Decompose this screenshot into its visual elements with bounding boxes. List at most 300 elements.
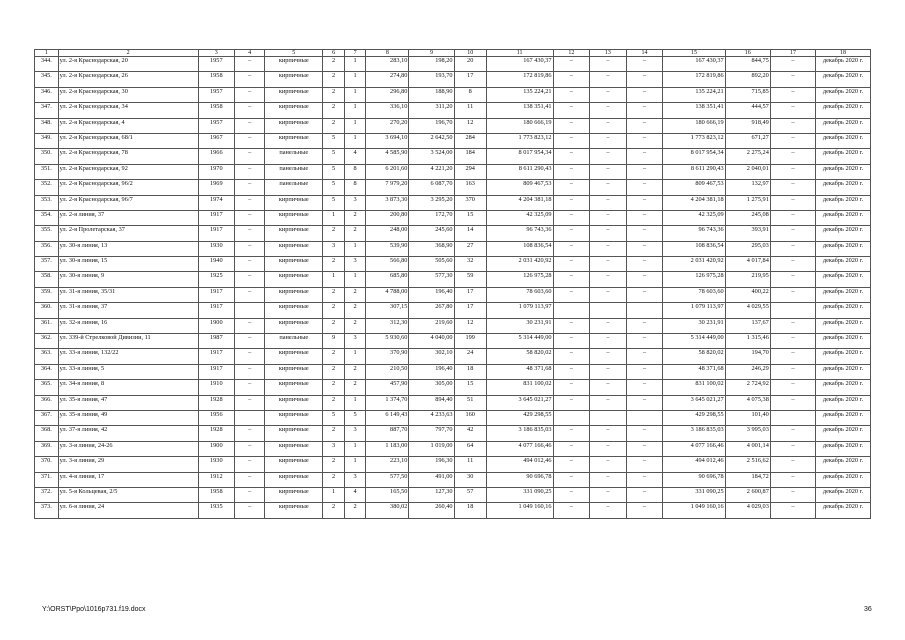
- cell-wall-material: кирпичные: [265, 195, 323, 210]
- cell-year-built: 1925: [198, 272, 235, 287]
- cell-living-area: 260,40: [409, 503, 454, 518]
- cell-col-14: –: [626, 287, 663, 302]
- cell-year-built: 1930: [198, 241, 235, 256]
- cell-cost-per-sqm: 184,72: [725, 472, 770, 487]
- cell-floors: 5: [323, 410, 345, 425]
- cell-year-built: 1956: [198, 410, 235, 425]
- cell-total-cost: 4 204 381,18: [486, 195, 553, 210]
- cell-col-12: –: [553, 226, 590, 241]
- cell-total-cost: 331 090,25: [486, 487, 553, 502]
- cell-residents: 15: [454, 380, 486, 395]
- cell-col-13: –: [590, 241, 627, 256]
- cell-col-14: –: [626, 149, 663, 164]
- cell-cost-per-sqm: 444,57: [725, 103, 770, 118]
- column-number-2: 2: [58, 50, 198, 57]
- cell-residents: 163: [454, 180, 486, 195]
- cell-col-14: –: [626, 103, 663, 118]
- cell-total-area: 200,80: [366, 210, 409, 225]
- cell-col-14: –: [626, 57, 663, 72]
- cell-address: ул. 2-я Краснодарская, 92: [58, 164, 198, 179]
- cell-row-number: 360.: [35, 303, 59, 318]
- cell-col-14: –: [626, 226, 663, 241]
- cell-col-17: –: [770, 180, 815, 195]
- cell-row-number: 366.: [35, 395, 59, 410]
- cell-cost-total: 126 975,28: [663, 272, 725, 287]
- cell-living-area: 2 642,50: [409, 133, 454, 148]
- cell-living-area: 797,70: [409, 426, 454, 441]
- cell-col-4: –: [235, 57, 265, 72]
- cell-year-built: 1970: [198, 164, 235, 179]
- cell-col-12: –: [553, 380, 590, 395]
- cell-address: ул. 37-я линия, 42: [58, 426, 198, 441]
- cell-wall-material: кирпичные: [265, 457, 323, 472]
- cell-completion-date: декабрь 2020 г.: [816, 334, 871, 349]
- cell-col-4: –: [235, 195, 265, 210]
- cell-floors: 2: [323, 103, 345, 118]
- cell-entrances: 1: [344, 72, 366, 87]
- cell-residents: 160: [454, 410, 486, 425]
- cell-cost-per-sqm: 4 075,38: [725, 395, 770, 410]
- cell-col-12: –: [553, 72, 590, 87]
- cell-col-4: –: [235, 364, 265, 379]
- cell-col-13: –: [590, 87, 627, 102]
- cell-completion-date: декабрь 2020 г.: [816, 287, 871, 302]
- cell-living-area: 196,70: [409, 118, 454, 133]
- cell-cost-total: 90 696,78: [663, 472, 725, 487]
- cell-floors: 2: [323, 72, 345, 87]
- page-number: 36: [864, 606, 872, 613]
- cell-entrances: 1: [344, 87, 366, 102]
- cell-col-14: –: [626, 87, 663, 102]
- cell-cost-total: 8 611 290,43: [663, 164, 725, 179]
- cell-wall-material: панельные: [265, 164, 323, 179]
- cell-col-17: –: [770, 241, 815, 256]
- cell-cost-total: 58 820,02: [663, 349, 725, 364]
- cell-cost-per-sqm: 219,95: [725, 272, 770, 287]
- cell-cost-total: 96 743,36: [663, 226, 725, 241]
- cell-row-number: 356.: [35, 241, 59, 256]
- cell-cost-per-sqm: 844,75: [725, 57, 770, 72]
- cell-year-built: 1967: [198, 133, 235, 148]
- cell-residents: 12: [454, 318, 486, 333]
- cell-completion-date: декабрь 2020 г.: [816, 395, 871, 410]
- cell-col-17: –: [770, 164, 815, 179]
- cell-wall-material: кирпичные: [265, 441, 323, 456]
- table-row: [35, 272, 871, 287]
- column-number-9: 9: [409, 50, 454, 57]
- cell-col-13: –: [590, 72, 627, 87]
- cell-residents: 24: [454, 349, 486, 364]
- cell-row-number: 357.: [35, 257, 59, 272]
- cell-entrances: 1: [344, 118, 366, 133]
- cell-floors: 5: [323, 133, 345, 148]
- cell-col-4: –: [235, 87, 265, 102]
- cell-cost-total: 809 467,53: [663, 180, 725, 195]
- cell-floors: 5: [323, 195, 345, 210]
- cell-col-13: –: [590, 195, 627, 210]
- cell-col-4: [235, 410, 265, 425]
- table-row: [35, 487, 871, 502]
- cell-col-14: –: [626, 441, 663, 456]
- cell-col-17: –: [770, 133, 815, 148]
- cell-wall-material: кирпичные: [265, 241, 323, 256]
- column-number-10: 10: [454, 50, 486, 57]
- cell-row-number: 370.: [35, 457, 59, 472]
- cell-wall-material: кирпичные: [265, 487, 323, 502]
- cell-row-number: 354.: [35, 210, 59, 225]
- cell-living-area: 172,70: [409, 210, 454, 225]
- cell-address: ул. 2-я Пролетарская, 37: [58, 226, 198, 241]
- cell-completion-date: декабрь 2020 г.: [816, 487, 871, 502]
- cell-col-17: –: [770, 349, 815, 364]
- cell-col-14: –: [626, 472, 663, 487]
- cell-entrances: 2: [344, 318, 366, 333]
- table-row: [35, 395, 871, 410]
- cell-col-4: –: [235, 349, 265, 364]
- table-row: [35, 57, 871, 72]
- cell-row-number: 349.: [35, 133, 59, 148]
- cell-row-number: 352.: [35, 180, 59, 195]
- cell-entrances: 4: [344, 149, 366, 164]
- cell-living-area: 311,20: [409, 103, 454, 118]
- cell-floors: 2: [323, 380, 345, 395]
- cell-col-14: –: [626, 210, 663, 225]
- cell-year-built: 1910: [198, 380, 235, 395]
- cell-col-14: [626, 303, 663, 318]
- cell-cost-per-sqm: 1 315,46: [725, 334, 770, 349]
- cell-col-13: –: [590, 133, 627, 148]
- cell-row-number: 347.: [35, 103, 59, 118]
- cell-col-17: –: [770, 472, 815, 487]
- cell-address: ул. 31-я линия, 37: [58, 303, 198, 318]
- cell-year-built: 1935: [198, 503, 235, 518]
- cell-col-12: –: [553, 395, 590, 410]
- cell-residents: 17: [454, 72, 486, 87]
- cell-living-area: 196,30: [409, 457, 454, 472]
- cell-col-13: –: [590, 257, 627, 272]
- cell-cost-total: 30 231,91: [663, 318, 725, 333]
- cell-completion-date: декабрь 2020 г.: [816, 318, 871, 333]
- table-row: [35, 380, 871, 395]
- cell-residents: 20: [454, 57, 486, 72]
- cell-residents: 27: [454, 241, 486, 256]
- cell-col-13: [590, 410, 627, 425]
- cell-col-13: –: [590, 380, 627, 395]
- cell-completion-date: декабрь 2020 г.: [816, 410, 871, 425]
- cell-address: ул. 35-я линия, 49: [58, 410, 198, 425]
- cell-total-cost: 1 049 160,16: [486, 503, 553, 518]
- cell-entrances: 4: [344, 487, 366, 502]
- cell-entrances: 2: [344, 364, 366, 379]
- cell-year-built: 1940: [198, 257, 235, 272]
- cell-entrances: 3: [344, 334, 366, 349]
- table-row: [35, 180, 871, 195]
- cell-col-4: –: [235, 472, 265, 487]
- cell-wall-material: кирпичные: [265, 426, 323, 441]
- cell-col-14: –: [626, 457, 663, 472]
- cell-col-12: –: [553, 426, 590, 441]
- cell-col-13: –: [590, 287, 627, 302]
- cell-living-area: 3 524,00: [409, 149, 454, 164]
- cell-residents: 32: [454, 257, 486, 272]
- cell-total-cost: 3 186 835,03: [486, 426, 553, 441]
- cell-cost-total: 42 325,09: [663, 210, 725, 225]
- cell-completion-date: декабрь 2020 г.: [816, 441, 871, 456]
- cell-wall-material: кирпичные: [265, 133, 323, 148]
- cell-cost-total: 3 645 021,27: [663, 395, 725, 410]
- cell-cost-total: 831 100,02: [663, 380, 725, 395]
- cell-living-area: 577,30: [409, 272, 454, 287]
- cell-cost-per-sqm: 132,97: [725, 180, 770, 195]
- cell-col-17: –: [770, 87, 815, 102]
- cell-col-12: –: [553, 87, 590, 102]
- cell-col-4: –: [235, 334, 265, 349]
- table-row: [35, 149, 871, 164]
- cell-col-4: –: [235, 395, 265, 410]
- cell-total-cost: 126 975,28: [486, 272, 553, 287]
- cell-col-12: –: [553, 257, 590, 272]
- cell-floors: 2: [323, 257, 345, 272]
- cell-year-built: 1930: [198, 457, 235, 472]
- cell-residents: 12: [454, 118, 486, 133]
- cell-year-built: 1957: [198, 118, 235, 133]
- cell-entrances: 2: [344, 287, 366, 302]
- table-row: [35, 118, 871, 133]
- cell-col-17: –: [770, 487, 815, 502]
- cell-year-built: 1900: [198, 318, 235, 333]
- cell-total-area: 5 930,60: [366, 334, 409, 349]
- cell-col-14: –: [626, 349, 663, 364]
- cell-total-area: 210,50: [366, 364, 409, 379]
- cell-wall-material: кирпичные: [265, 472, 323, 487]
- cell-col-4: [235, 303, 265, 318]
- cell-col-12: –: [553, 133, 590, 148]
- column-number-13: 13: [590, 50, 627, 57]
- cell-entrances: 1: [344, 103, 366, 118]
- cell-cost-per-sqm: 137,67: [725, 318, 770, 333]
- cell-cost-per-sqm: 245,08: [725, 210, 770, 225]
- cell-col-14: –: [626, 272, 663, 287]
- cell-col-12: –: [553, 487, 590, 502]
- cell-total-area: 270,20: [366, 118, 409, 133]
- cell-wall-material: кирпичные: [265, 210, 323, 225]
- cell-completion-date: декабрь 2020 г.: [816, 149, 871, 164]
- table-row: [35, 364, 871, 379]
- cell-total-area: 1 374,70: [366, 395, 409, 410]
- cell-row-number: 369.: [35, 441, 59, 456]
- column-number-6: 6: [323, 50, 345, 57]
- cell-cost-total: 2 031 420,92: [663, 257, 725, 272]
- cell-entrances: 3: [344, 257, 366, 272]
- cell-floors: 3: [323, 441, 345, 456]
- cell-col-13: –: [590, 180, 627, 195]
- cell-col-17: –: [770, 503, 815, 518]
- cell-col-4: –: [235, 164, 265, 179]
- cell-cost-per-sqm: 3 995,03: [725, 426, 770, 441]
- cell-residents: 17: [454, 287, 486, 302]
- cell-cost-per-sqm: 671,27: [725, 133, 770, 148]
- table-row: [35, 457, 871, 472]
- cell-total-area: 685,80: [366, 272, 409, 287]
- cell-total-area: 4 585,90: [366, 149, 409, 164]
- cell-completion-date: декабрь 2020 г.: [816, 349, 871, 364]
- cell-entrances: 2: [344, 503, 366, 518]
- cell-year-built: 1928: [198, 395, 235, 410]
- cell-row-number: 359.: [35, 287, 59, 302]
- cell-completion-date: декабрь 2020 г.: [816, 226, 871, 241]
- cell-col-17: –: [770, 118, 815, 133]
- cell-col-13: –: [590, 334, 627, 349]
- cell-residents: 30: [454, 472, 486, 487]
- cell-cost-per-sqm: 4 001,14: [725, 441, 770, 456]
- cell-entrances: 2: [344, 380, 366, 395]
- cell-row-number: 364.: [35, 364, 59, 379]
- cell-total-cost: 809 467,53: [486, 180, 553, 195]
- column-number-17: 17: [770, 50, 815, 57]
- cell-residents: 57: [454, 487, 486, 502]
- cell-floors: 2: [323, 118, 345, 133]
- table-row: [35, 241, 871, 256]
- cell-col-4: –: [235, 487, 265, 502]
- cell-total-area: 457,90: [366, 380, 409, 395]
- cell-col-12: –: [553, 472, 590, 487]
- cell-entrances: 2: [344, 226, 366, 241]
- cell-col-4: –: [235, 241, 265, 256]
- cell-row-number: 348.: [35, 118, 59, 133]
- cell-year-built: 1917: [198, 349, 235, 364]
- cell-col-14: –: [626, 133, 663, 148]
- cell-completion-date: декабрь 2020 г.: [816, 272, 871, 287]
- cell-completion-date: декабрь 2020 г.: [816, 72, 871, 87]
- cell-residents: 370: [454, 195, 486, 210]
- cell-living-area: 196,40: [409, 287, 454, 302]
- cell-row-number: 372.: [35, 487, 59, 502]
- cell-cost-per-sqm: 892,20: [725, 72, 770, 87]
- cell-cost-total: 4 077 166,46: [663, 441, 725, 456]
- cell-col-14: –: [626, 72, 663, 87]
- cell-col-4: –: [235, 180, 265, 195]
- cell-floors: 2: [323, 349, 345, 364]
- cell-row-number: 353.: [35, 195, 59, 210]
- cell-total-cost: 5 314 449,00: [486, 334, 553, 349]
- cell-col-17: –: [770, 364, 815, 379]
- cell-col-4: –: [235, 257, 265, 272]
- cell-col-13: –: [590, 210, 627, 225]
- cell-row-number: 350.: [35, 149, 59, 164]
- cell-total-cost: 90 696,78: [486, 472, 553, 487]
- cell-wall-material: кирпичные: [265, 118, 323, 133]
- cell-completion-date: декабрь 2020 г.: [816, 426, 871, 441]
- cell-floors: 5: [323, 180, 345, 195]
- cell-col-17: –: [770, 334, 815, 349]
- cell-completion-date: декабрь 2020 г.: [816, 195, 871, 210]
- cell-residents: 42: [454, 426, 486, 441]
- table-row: [35, 164, 871, 179]
- table-row: [35, 72, 871, 87]
- cell-cost-total: 1 079 113,97: [663, 303, 725, 318]
- cell-row-number: 344.: [35, 57, 59, 72]
- cell-col-12: –: [553, 149, 590, 164]
- cell-col-14: –: [626, 241, 663, 256]
- table-row: [35, 133, 871, 148]
- column-number-row: [35, 50, 871, 57]
- cell-floors: 9: [323, 334, 345, 349]
- cell-address: ул. 33-я линия, 5: [58, 364, 198, 379]
- table-row: [35, 318, 871, 333]
- cell-row-number: 346.: [35, 87, 59, 102]
- cell-cost-per-sqm: 4 017,84: [725, 257, 770, 272]
- cell-total-cost: 180 666,19: [486, 118, 553, 133]
- cell-col-17: –: [770, 57, 815, 72]
- cell-completion-date: декабрь 2020 г.: [816, 180, 871, 195]
- cell-cost-per-sqm: 918,49: [725, 118, 770, 133]
- cell-col-4: –: [235, 133, 265, 148]
- cell-address: ул. 4-я линия, 17: [58, 472, 198, 487]
- cell-address: ул. 33-я линия, 132/22: [58, 349, 198, 364]
- cell-residents: 184: [454, 149, 486, 164]
- cell-col-14: [626, 410, 663, 425]
- cell-row-number: 373.: [35, 503, 59, 518]
- cell-floors: 1: [323, 272, 345, 287]
- cell-entrances: 1: [344, 133, 366, 148]
- cell-total-cost: 135 224,21: [486, 87, 553, 102]
- cell-cost-total: 138 351,41: [663, 103, 725, 118]
- table-row: [35, 472, 871, 487]
- table-row: [35, 226, 871, 241]
- cell-living-area: 305,00: [409, 380, 454, 395]
- cell-total-area: 6 149,43: [366, 410, 409, 425]
- cell-total-area: 1 183,00: [366, 441, 409, 456]
- cell-wall-material: кирпичные: [265, 72, 323, 87]
- cell-residents: 59: [454, 272, 486, 287]
- cell-living-area: 505,60: [409, 257, 454, 272]
- cell-entrances: 8: [344, 164, 366, 179]
- cell-col-17: –: [770, 426, 815, 441]
- cell-col-12: –: [553, 503, 590, 518]
- cell-col-12: –: [553, 457, 590, 472]
- cell-total-area: 6 201,60: [366, 164, 409, 179]
- cell-col-14: –: [626, 180, 663, 195]
- cell-year-built: 1957: [198, 87, 235, 102]
- cell-entrances: 3: [344, 195, 366, 210]
- cell-row-number: 345.: [35, 72, 59, 87]
- cell-col-17: –: [770, 395, 815, 410]
- cell-living-area: 196,40: [409, 364, 454, 379]
- table-row: [35, 87, 871, 102]
- cell-floors: 1: [323, 210, 345, 225]
- cell-floors: 2: [323, 364, 345, 379]
- cell-entrances: 2: [344, 210, 366, 225]
- cell-completion-date: декабрь 2020 г.: [816, 364, 871, 379]
- cell-total-cost: 42 325,09: [486, 210, 553, 225]
- cell-residents: 51: [454, 395, 486, 410]
- cell-total-cost: 8 017 954,34: [486, 149, 553, 164]
- cell-col-13: –: [590, 503, 627, 518]
- cell-cost-per-sqm: 246,29: [725, 364, 770, 379]
- cell-col-12: –: [553, 318, 590, 333]
- cell-address: ул. 3-я линия, 29: [58, 457, 198, 472]
- cell-total-cost: 172 819,86: [486, 72, 553, 87]
- cell-cost-total: 3 186 835,03: [663, 426, 725, 441]
- column-number-8: 8: [366, 50, 409, 57]
- table-row: [35, 349, 871, 364]
- column-number-3: 3: [198, 50, 235, 57]
- cell-floors: 5: [323, 164, 345, 179]
- table-row: [35, 441, 871, 456]
- cell-floors: 2: [323, 318, 345, 333]
- cell-entrances: 3: [344, 472, 366, 487]
- cell-col-17: –: [770, 272, 815, 287]
